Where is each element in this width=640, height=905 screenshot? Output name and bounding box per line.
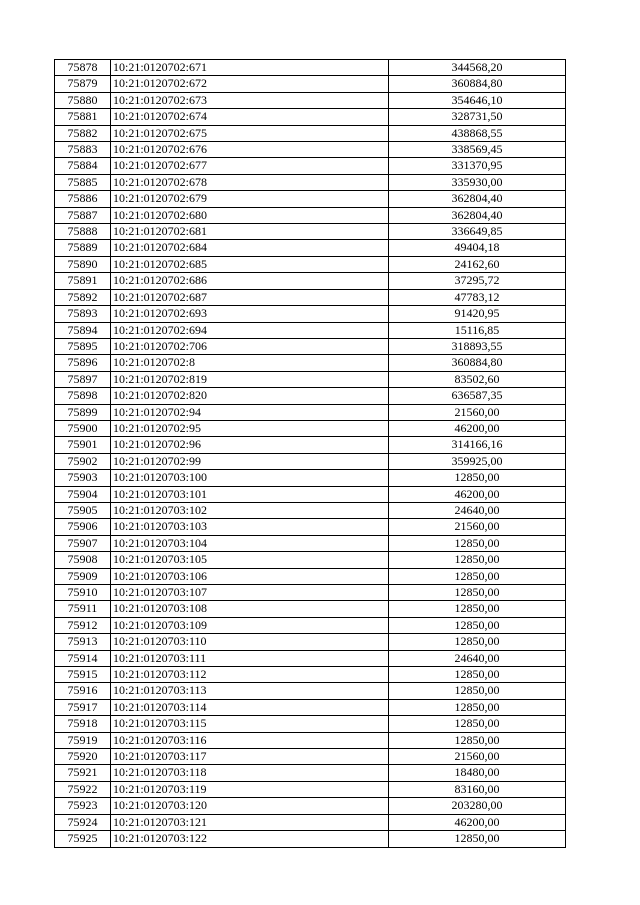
cadastral-value-cell: 344568,20 — [389, 60, 566, 76]
table-row — [55, 568, 566, 584]
cadastral-value-cell: 331370,95 — [389, 158, 566, 174]
row-number-cell: 75911 — [55, 601, 111, 617]
cadastral-number-cell: 10:21:0120703:117 — [111, 749, 389, 765]
table-row — [55, 502, 566, 518]
cadastral-number-cell: 10:21:0120703:100 — [111, 470, 389, 486]
row-number-cell: 75878 — [55, 60, 111, 76]
cadastral-value-cell: 12850,00 — [389, 634, 566, 650]
row-number-cell: 75920 — [55, 749, 111, 765]
cadastral-number-cell: 10:21:0120702:694 — [111, 322, 389, 338]
table-row — [55, 60, 566, 76]
row-number-cell: 75925 — [55, 831, 111, 847]
cadastral-number-cell: 10:21:0120702:677 — [111, 158, 389, 174]
cadastral-number-cell: 10:21:0120703:122 — [111, 831, 389, 847]
cadastral-number-cell: 10:21:0120703:110 — [111, 634, 389, 650]
cadastral-value-cell: 636587,35 — [389, 388, 566, 404]
table-row — [55, 371, 566, 387]
cadastral-value-cell: 314166,16 — [389, 437, 566, 453]
cadastral-number-cell: 10:21:0120702:95 — [111, 420, 389, 436]
cadastral-number-cell: 10:21:0120702:99 — [111, 453, 389, 469]
cadastral-number-cell: 10:21:0120702:674 — [111, 109, 389, 125]
row-number-cell: 75896 — [55, 355, 111, 371]
row-number-cell: 75879 — [55, 76, 111, 92]
row-number-cell: 75907 — [55, 535, 111, 551]
row-number-cell: 75898 — [55, 388, 111, 404]
cadastral-value-cell: 21560,00 — [389, 404, 566, 420]
table-row — [55, 437, 566, 453]
table-row — [55, 470, 566, 486]
row-number-cell: 75890 — [55, 256, 111, 272]
table-row — [55, 453, 566, 469]
cadastral-number-cell: 10:21:0120703:121 — [111, 814, 389, 830]
table-row — [55, 404, 566, 420]
table-row — [55, 519, 566, 535]
cadastral-number-cell: 10:21:0120702:819 — [111, 371, 389, 387]
cadastral-value-cell: 12850,00 — [389, 683, 566, 699]
cadastral-number-cell: 10:21:0120702:681 — [111, 224, 389, 240]
cadastral-number-cell: 10:21:0120702:680 — [111, 207, 389, 223]
row-number-cell: 75891 — [55, 273, 111, 289]
cadastral-number-cell: 10:21:0120702:96 — [111, 437, 389, 453]
table-row — [55, 535, 566, 551]
table-row — [55, 814, 566, 830]
cadastral-number-cell: 10:21:0120702:675 — [111, 125, 389, 141]
cadastral-value-cell: 49404,18 — [389, 240, 566, 256]
row-number-cell: 75899 — [55, 404, 111, 420]
cadastral-value-cell: 83502,60 — [389, 371, 566, 387]
row-number-cell: 75888 — [55, 224, 111, 240]
cadastral-value-cell: 12850,00 — [389, 732, 566, 748]
table-row — [55, 831, 566, 847]
table-row — [55, 650, 566, 666]
cadastral-number-cell: 10:21:0120703:112 — [111, 667, 389, 683]
cadastral-value-cell: 12850,00 — [389, 568, 566, 584]
cadastral-number-cell: 10:21:0120702:673 — [111, 92, 389, 108]
table-row — [55, 158, 566, 174]
table-row — [55, 388, 566, 404]
row-number-cell: 75914 — [55, 650, 111, 666]
row-number-cell: 75900 — [55, 420, 111, 436]
row-number-cell: 75923 — [55, 798, 111, 814]
cadastral-number-cell: 10:21:0120703:105 — [111, 552, 389, 568]
cadastral-value-cell: 24640,00 — [389, 650, 566, 666]
row-number-cell: 75917 — [55, 699, 111, 715]
table-row — [55, 338, 566, 354]
cadastral-value-cell: 336649,85 — [389, 224, 566, 240]
cadastral-number-cell: 10:21:0120703:109 — [111, 617, 389, 633]
table-row — [55, 224, 566, 240]
cadastral-value-cell: 46200,00 — [389, 814, 566, 830]
cadastral-number-cell: 10:21:0120702:679 — [111, 191, 389, 207]
table-row — [55, 552, 566, 568]
cadastral-number-cell: 10:21:0120702:693 — [111, 306, 389, 322]
row-number-cell: 75886 — [55, 191, 111, 207]
cadastral-value-cell: 318893,55 — [389, 338, 566, 354]
row-number-cell: 75884 — [55, 158, 111, 174]
cadastral-value-cell: 362804,40 — [389, 207, 566, 223]
row-number-cell: 75924 — [55, 814, 111, 830]
table-row — [55, 289, 566, 305]
cadastral-number-cell: 10:21:0120702:676 — [111, 142, 389, 158]
cadastral-value-cell: 360884,80 — [389, 76, 566, 92]
cadastral-number-cell: 10:21:0120703:103 — [111, 519, 389, 535]
table-row — [55, 355, 566, 371]
cadastral-value-cell: 12850,00 — [389, 667, 566, 683]
cadastral-value-cell: 46200,00 — [389, 486, 566, 502]
cadastral-value-cell: 83160,00 — [389, 781, 566, 797]
cadastral-number-cell: 10:21:0120702:8 — [111, 355, 389, 371]
table-row — [55, 798, 566, 814]
cadastral-value-cell: 12850,00 — [389, 585, 566, 601]
row-number-cell: 75887 — [55, 207, 111, 223]
table-row — [55, 420, 566, 436]
cadastral-value-cell: 24162,60 — [389, 256, 566, 272]
row-number-cell: 75922 — [55, 781, 111, 797]
cadastral-number-cell: 10:21:0120702:686 — [111, 273, 389, 289]
cadastral-value-cell: 12850,00 — [389, 601, 566, 617]
table-row — [55, 109, 566, 125]
row-number-cell: 75912 — [55, 617, 111, 633]
table-row — [55, 699, 566, 715]
row-number-cell: 75885 — [55, 174, 111, 190]
row-number-cell: 75889 — [55, 240, 111, 256]
cadastral-number-cell: 10:21:0120703:106 — [111, 568, 389, 584]
cadastral-value-cell: 203280,00 — [389, 798, 566, 814]
table-row — [55, 142, 566, 158]
cadastral-number-cell: 10:21:0120702:671 — [111, 60, 389, 76]
cadastral-number-cell: 10:21:0120702:685 — [111, 256, 389, 272]
cadastral-value-cell: 12850,00 — [389, 716, 566, 732]
table-row — [55, 716, 566, 732]
cadastral-value-cell: 338569,45 — [389, 142, 566, 158]
table-row — [55, 256, 566, 272]
cadastral-number-cell: 10:21:0120703:113 — [111, 683, 389, 699]
cadastral-number-cell: 10:21:0120703:118 — [111, 765, 389, 781]
cadastral-value-cell: 46200,00 — [389, 420, 566, 436]
row-number-cell: 75895 — [55, 338, 111, 354]
cadastral-number-cell: 10:21:0120703:120 — [111, 798, 389, 814]
row-number-cell: 75897 — [55, 371, 111, 387]
cadastral-number-cell: 10:21:0120702:706 — [111, 338, 389, 354]
table-row — [55, 683, 566, 699]
cadastral-value-cell: 47783,12 — [389, 289, 566, 305]
row-number-cell: 75882 — [55, 125, 111, 141]
table-row — [55, 749, 566, 765]
table-row — [55, 322, 566, 338]
cadastral-number-cell: 10:21:0120702:684 — [111, 240, 389, 256]
cadastral-value-cell: 21560,00 — [389, 749, 566, 765]
row-number-cell: 75915 — [55, 667, 111, 683]
table-row — [55, 76, 566, 92]
row-number-cell: 75903 — [55, 470, 111, 486]
cadastral-value-cell: 37295,72 — [389, 273, 566, 289]
row-number-cell: 75901 — [55, 437, 111, 453]
cadastral-number-cell: 10:21:0120702:672 — [111, 76, 389, 92]
table-row — [55, 174, 566, 190]
row-number-cell: 75909 — [55, 568, 111, 584]
cadastral-number-cell: 10:21:0120703:119 — [111, 781, 389, 797]
row-number-cell: 75905 — [55, 502, 111, 518]
cadastral-value-cell: 21560,00 — [389, 519, 566, 535]
row-number-cell: 75910 — [55, 585, 111, 601]
row-number-cell: 75881 — [55, 109, 111, 125]
row-number-cell: 75892 — [55, 289, 111, 305]
cadastral-value-cell: 354646,10 — [389, 92, 566, 108]
row-number-cell: 75906 — [55, 519, 111, 535]
cadastral-value-cell: 91420,95 — [389, 306, 566, 322]
cadastral-number-cell: 10:21:0120702:820 — [111, 388, 389, 404]
cadastral-number-cell: 10:21:0120703:101 — [111, 486, 389, 502]
cadastral-value-cell: 12850,00 — [389, 552, 566, 568]
table-row — [55, 125, 566, 141]
row-number-cell: 75918 — [55, 716, 111, 732]
row-number-cell: 75883 — [55, 142, 111, 158]
cadastral-number-cell: 10:21:0120703:107 — [111, 585, 389, 601]
row-number-cell: 75921 — [55, 765, 111, 781]
cadastral-value-cell: 24640,00 — [389, 502, 566, 518]
table-row — [55, 273, 566, 289]
cadastral-number-cell: 10:21:0120703:116 — [111, 732, 389, 748]
cadastral-value-cell: 438868,55 — [389, 125, 566, 141]
cadastral-number-cell: 10:21:0120702:94 — [111, 404, 389, 420]
cadastral-value-cell: 360884,80 — [389, 355, 566, 371]
table-row — [55, 207, 566, 223]
cadastral-value-cell: 12850,00 — [389, 535, 566, 551]
cadastral-value-cell: 335930,00 — [389, 174, 566, 190]
row-number-cell: 75908 — [55, 552, 111, 568]
table-row — [55, 585, 566, 601]
cadastral-number-cell: 10:21:0120703:102 — [111, 502, 389, 518]
row-number-cell: 75904 — [55, 486, 111, 502]
row-number-cell: 75902 — [55, 453, 111, 469]
cadastral-value-cell: 18480,00 — [389, 765, 566, 781]
cadastral-value-cell: 362804,40 — [389, 191, 566, 207]
row-number-cell: 75919 — [55, 732, 111, 748]
row-number-cell: 75893 — [55, 306, 111, 322]
cadastral-number-cell: 10:21:0120703:108 — [111, 601, 389, 617]
table-row — [55, 634, 566, 650]
table-row — [55, 601, 566, 617]
cadastral-number-cell: 10:21:0120703:115 — [111, 716, 389, 732]
row-number-cell: 75894 — [55, 322, 111, 338]
cadastral-value-cell: 12850,00 — [389, 470, 566, 486]
cadastral-number-cell: 10:21:0120702:678 — [111, 174, 389, 190]
cadastral-value-cell: 12850,00 — [389, 617, 566, 633]
table-row — [55, 781, 566, 797]
cadastral-value-cell: 12850,00 — [389, 831, 566, 847]
table-row — [55, 732, 566, 748]
cadastral-number-cell: 10:21:0120703:114 — [111, 699, 389, 715]
table-row — [55, 486, 566, 502]
cadastral-number-cell: 10:21:0120703:111 — [111, 650, 389, 666]
table-row — [55, 306, 566, 322]
table-row — [55, 617, 566, 633]
cadastral-value-cell: 328731,50 — [389, 109, 566, 125]
cadastral-value-cell: 359925,00 — [389, 453, 566, 469]
row-number-cell: 75913 — [55, 634, 111, 650]
table-row — [55, 240, 566, 256]
table-body — [55, 60, 566, 848]
table-row — [55, 765, 566, 781]
cadastral-value-cell: 12850,00 — [389, 699, 566, 715]
cadastral-value-table — [54, 59, 566, 848]
row-number-cell: 75916 — [55, 683, 111, 699]
table-row — [55, 92, 566, 108]
cadastral-value-cell: 15116,85 — [389, 322, 566, 338]
cadastral-number-cell: 10:21:0120703:104 — [111, 535, 389, 551]
table-row — [55, 191, 566, 207]
table-row — [55, 667, 566, 683]
cadastral-number-cell: 10:21:0120702:687 — [111, 289, 389, 305]
row-number-cell: 75880 — [55, 92, 111, 108]
